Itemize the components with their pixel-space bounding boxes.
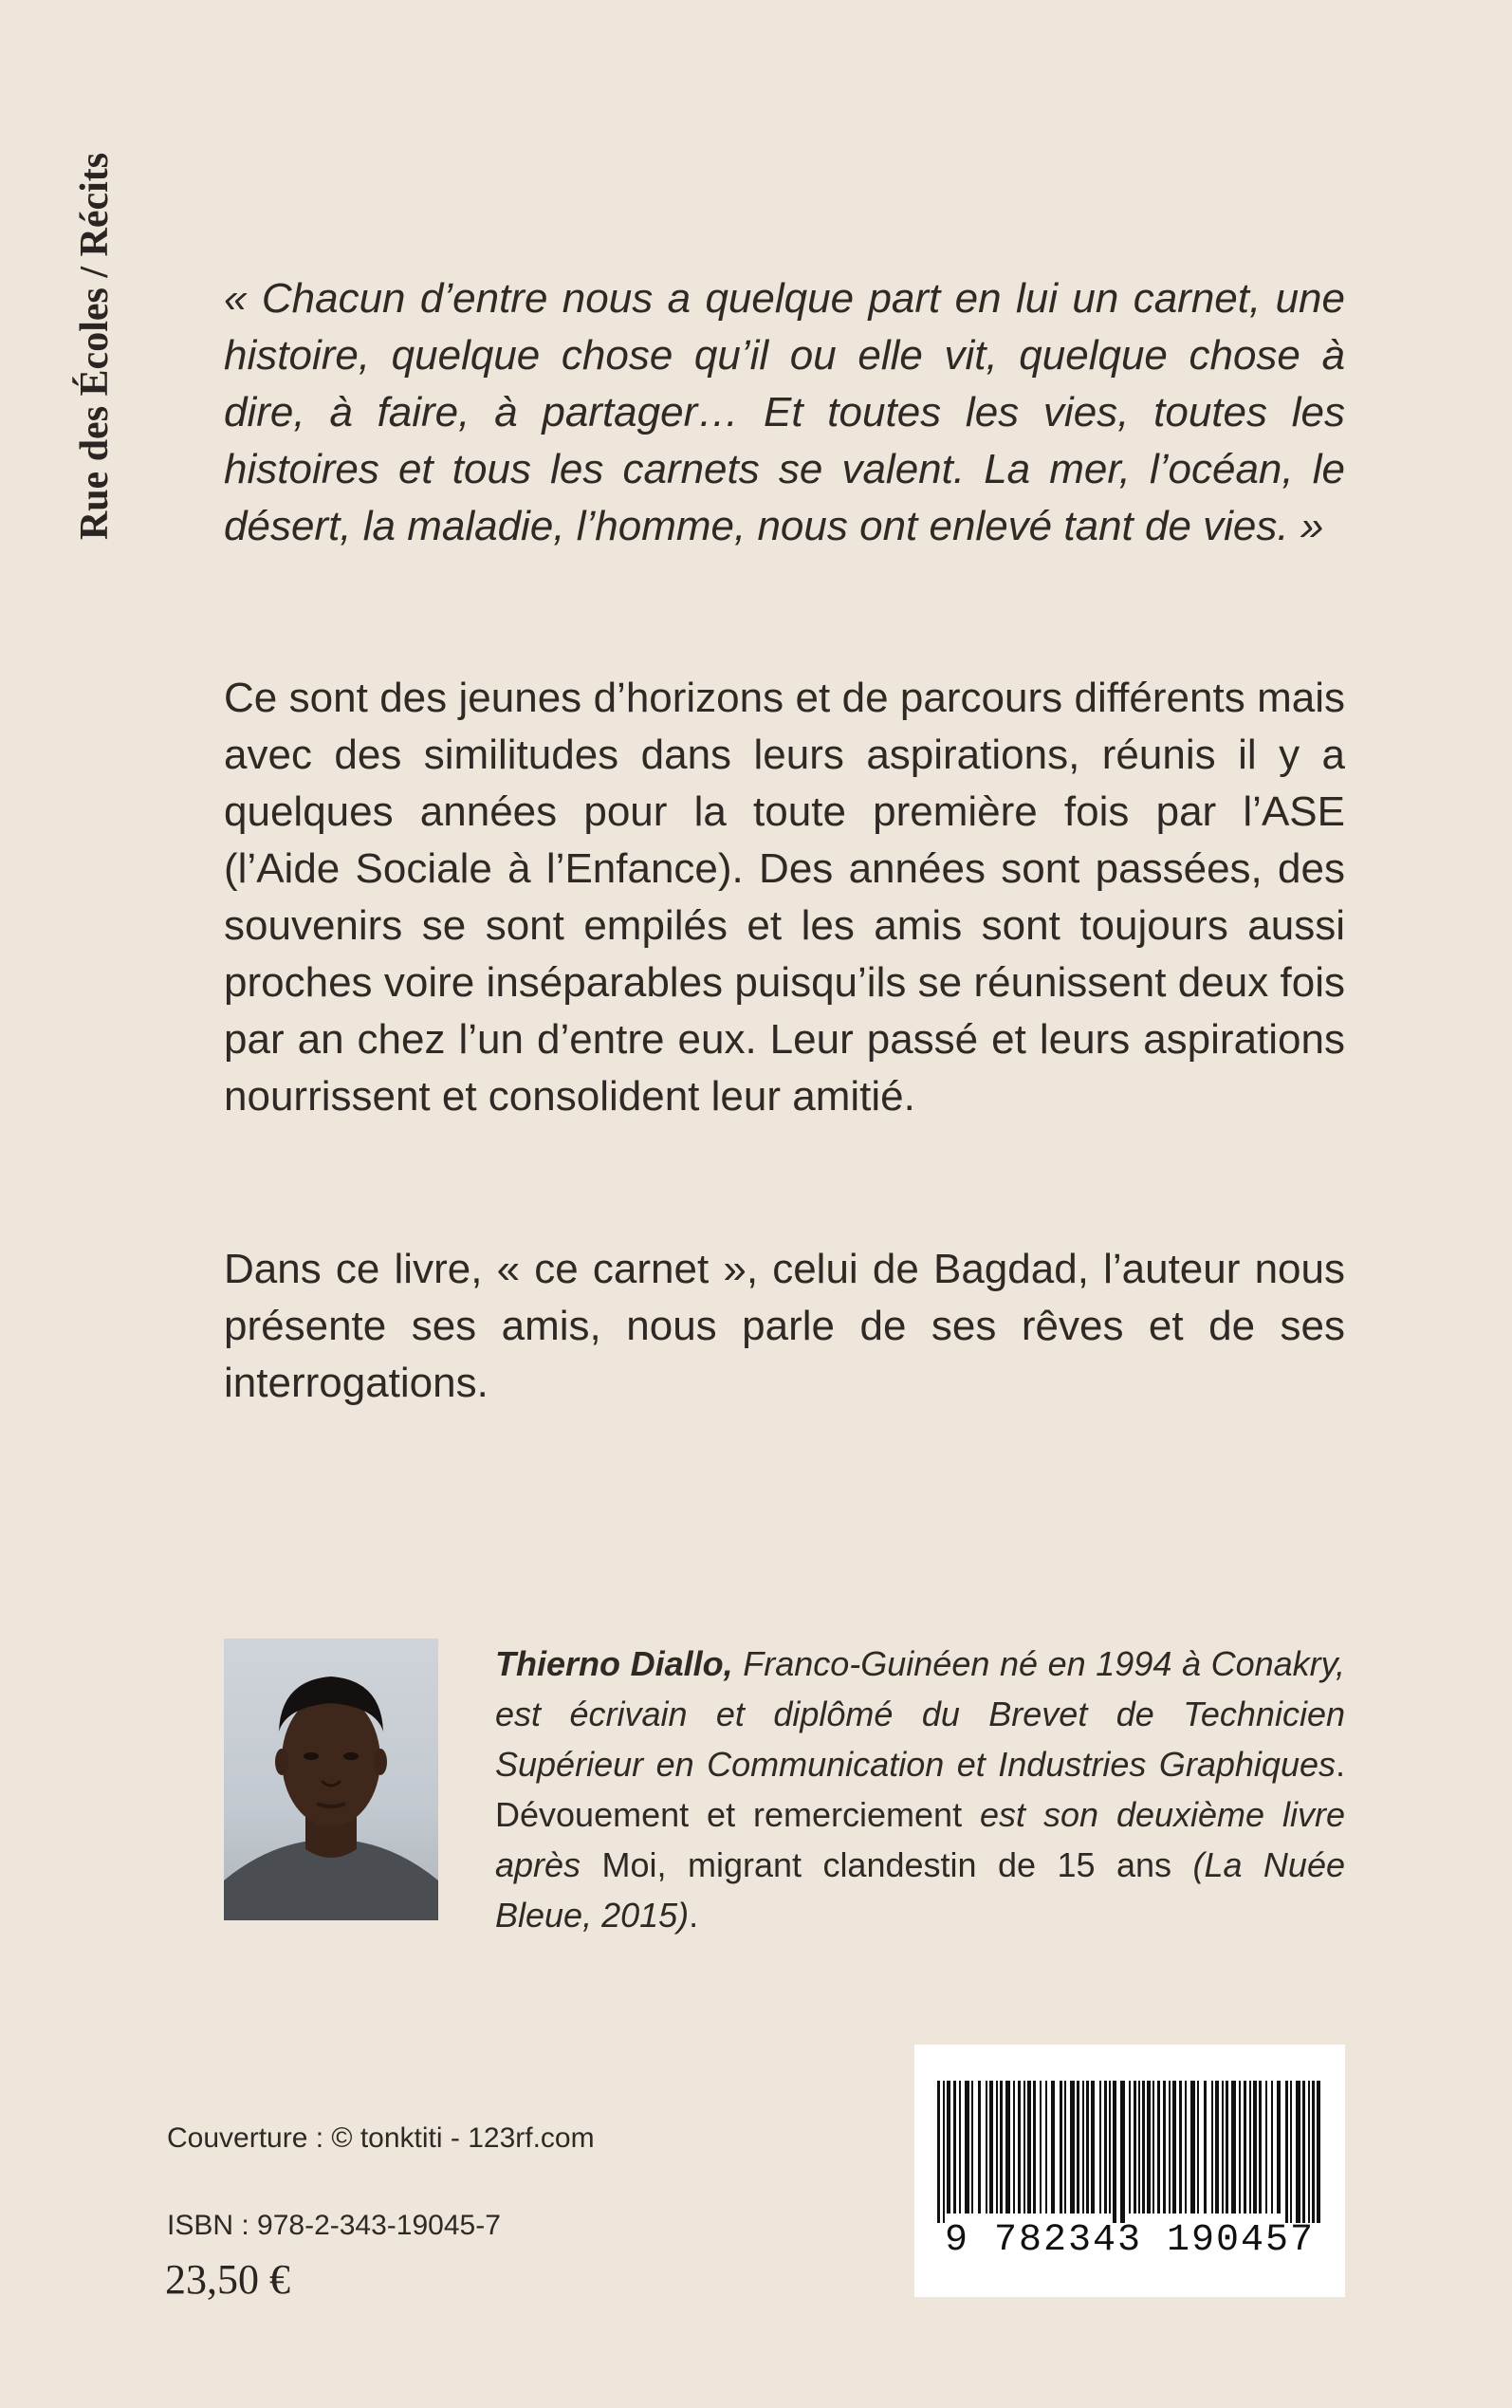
barcode-bar — [1104, 2081, 1107, 2214]
barcode-number: 9 782343 190457 — [944, 2219, 1316, 2262]
barcode-bar — [1142, 2081, 1145, 2214]
barcode-bar — [1129, 2081, 1131, 2214]
barcode-bar — [1290, 2081, 1292, 2223]
barcode-bar — [971, 2081, 973, 2214]
barcode-bar — [1277, 2081, 1281, 2214]
barcode-bar — [989, 2081, 993, 2214]
barcode-bar — [1302, 2081, 1305, 2223]
barcode-bar — [1045, 2081, 1047, 2214]
barcode-bar — [1249, 2081, 1251, 2214]
barcode-bar — [986, 2081, 987, 2214]
barcode-bar — [1259, 2081, 1262, 2214]
barcode-bar — [1163, 2081, 1166, 2214]
spine-collection-label — [66, 104, 123, 588]
description-paragraph-2: Dans ce livre, « ce carnet », celui de Bagdad, l’auteur nous présente ses amis, nous parle de ses rêves et de ses interrogations. — [224, 1246, 1345, 1406]
barcode-bar — [1296, 2081, 1300, 2223]
author-biography: Thierno Diallo, Franco-Guinéen né en 1994 à Conakry, est écrivain et diplômé du Brevet de Technicien Supérieur en Communication et Industries Graphiques. Dévouement et remerciement est son deuxième livre après Moi, migrant clandestin de 15 ans (La Nuée Bleue, 2015). — [495, 1644, 1345, 1935]
barcode-bar — [1033, 2081, 1036, 2214]
barcode-bar — [959, 2081, 961, 2214]
barcode-bar — [1113, 2081, 1116, 2223]
barcode-bar — [1317, 2081, 1320, 2223]
barcode-bar — [1109, 2081, 1111, 2214]
barcode-bar — [1134, 2081, 1136, 2214]
barcode-bars-icon — [931, 2081, 1328, 2223]
barcode-bar — [1077, 2081, 1079, 2214]
barcode-bar — [1285, 2081, 1288, 2223]
barcode-bar — [1099, 2081, 1101, 2214]
barcode-bar — [1000, 2081, 1003, 2214]
barcode-bar — [978, 2081, 981, 2214]
description-paragraph-1: Ce sont des jeunes d’horizons et de parcours différents mais avec des similitudes dans leurs aspirations, réunis il y a quelques années pour la toute première fois par l’ASE (l’Aide Sociale à l’Enfance). Des années sont passées, des souvenirs se sont empilés et les amis sont toujours aussi proches voire inséparables puisqu’ils se réunissent deux fois par an chez l’un d’entre eux. Leur passé et leurs aspirations nourrissent et consolident leur amitié. — [224, 675, 1345, 1120]
barcode-bar — [1070, 2081, 1075, 2214]
barcode-bar — [1051, 2081, 1055, 2214]
barcode-bar — [1197, 2081, 1199, 2214]
barcode-bar — [1185, 2081, 1187, 2214]
collection-name: Rue des Écoles / Récits — [73, 152, 117, 541]
barcode-bar — [1226, 2081, 1228, 2214]
price: 23,50 € — [165, 2256, 290, 2303]
barcode-bar — [1244, 2081, 1246, 2214]
barcode-bar — [1222, 2081, 1224, 2214]
barcode-bar — [1027, 2081, 1031, 2214]
barcode-bar — [1018, 2081, 1021, 2214]
author-photo — [224, 1639, 438, 1920]
back-cover-quote: « Chacun d’entre nous a quelque part en lui un carnet, une histoire, quelque chose qu’il ou elle vit, quelque chose à dire, à faire, à partager… Et toutes les vies, toutes les histoires et tous les carnets se valent. La mer, l’océan, le désert, la maladie, l’homme, nous ont enlevé tant de vies. » — [224, 275, 1345, 549]
cover-credit: Couverture : © tonktiti - 123rf.com — [167, 2122, 595, 2154]
barcode-bar — [1308, 2081, 1310, 2223]
barcode-bar — [965, 2081, 969, 2214]
isbn: ISBN : 978-2-343-19045-7 — [167, 2210, 501, 2241]
barcode-bar — [1271, 2081, 1273, 2214]
barcode-bar — [1157, 2081, 1160, 2214]
barcode-bar — [1253, 2081, 1257, 2214]
barcode-bar — [1013, 2081, 1015, 2214]
barcode-bar — [947, 2081, 950, 2214]
barcode-bar — [1204, 2081, 1207, 2214]
barcode-bar — [1239, 2081, 1241, 2214]
barcode-bar — [953, 2081, 956, 2214]
barcode-bar — [943, 2081, 945, 2223]
barcode-bar — [1023, 2081, 1025, 2214]
barcode-bar — [1231, 2081, 1236, 2214]
author-portrait-illustration — [224, 1639, 438, 1920]
barcode-bar — [1312, 2081, 1315, 2223]
barcode-bar — [1179, 2081, 1182, 2214]
barcode-bar — [1064, 2081, 1066, 2214]
barcode-bar — [1120, 2081, 1125, 2223]
barcode-bar — [1172, 2081, 1176, 2214]
barcode-bar — [1040, 2081, 1042, 2214]
barcode-panel — [914, 2045, 1345, 2297]
barcode-bar — [1082, 2081, 1084, 2214]
barcode-bar — [1005, 2081, 1010, 2214]
barcode-bar — [1086, 2081, 1089, 2214]
barcode-bar — [1152, 2081, 1154, 2214]
barcode-bar — [1265, 2081, 1267, 2214]
barcode-bar — [937, 2081, 940, 2223]
barcode-bar — [1138, 2081, 1140, 2214]
barcode-bar — [1091, 2081, 1095, 2214]
barcode-bar — [1211, 2081, 1213, 2214]
barcode-bar — [1169, 2081, 1171, 2214]
author-name: Thierno Diallo, — [495, 1644, 733, 1683]
barcode-bar — [996, 2081, 998, 2214]
barcode-bar — [1190, 2081, 1195, 2214]
barcode-bar — [1147, 2081, 1151, 2214]
barcode-bar — [1215, 2081, 1219, 2214]
barcode-bar — [1060, 2081, 1062, 2214]
